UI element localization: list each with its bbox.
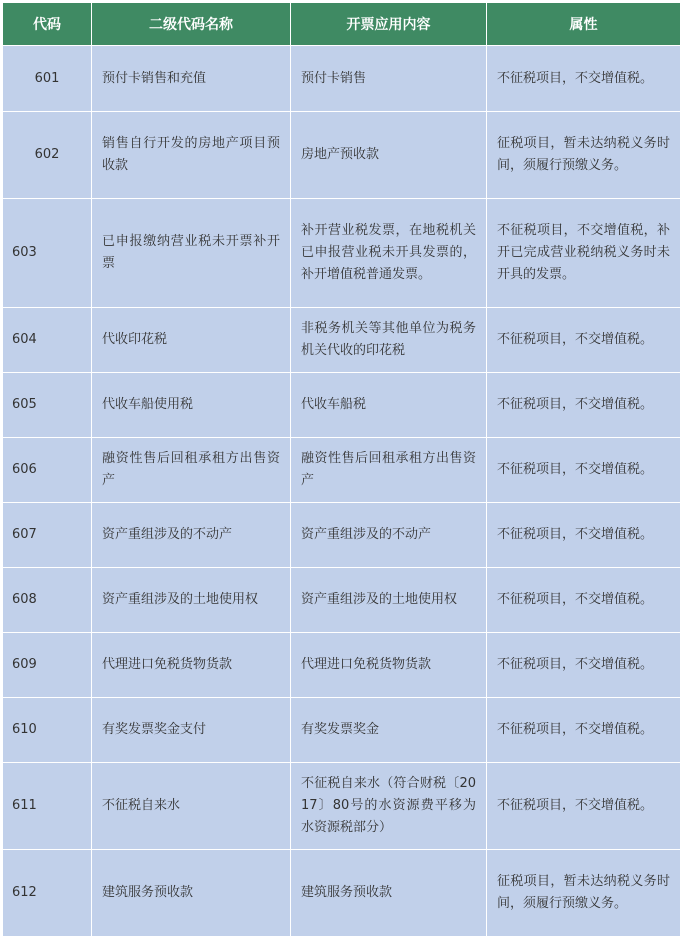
invoice-code-table bbox=[2, 2, 681, 937]
cell-name: 预付卡销售和充值 bbox=[92, 46, 291, 112]
cell-name: 建筑服务预收款 bbox=[92, 850, 291, 937]
cell-code: 601 bbox=[3, 46, 92, 112]
cell-code: 608 bbox=[3, 568, 92, 633]
cell-name: 资产重组涉及的土地使用权 bbox=[92, 568, 291, 633]
cell-attr: 不征税项目，不交增值税，补开已完成营业税纳税义务时未开具的发票。 bbox=[487, 199, 681, 308]
cell-code: 610 bbox=[3, 698, 92, 763]
cell-content: 融资性售后回租承租方出售资产 bbox=[291, 438, 487, 503]
cell-attr: 征税项目，暂未达纳税义务时间，须履行预缴义务。 bbox=[487, 850, 681, 937]
cell-name: 融资性售后回租承租方出售资产 bbox=[92, 438, 291, 503]
table-row bbox=[3, 568, 681, 633]
table-header-row bbox=[3, 3, 681, 46]
cell-content: 非税务机关等其他单位为税务机关代收的印花税 bbox=[291, 308, 487, 373]
cell-content: 不征税自来水（符合财税〔2017〕80号的水资源费平移为水资源税部分） bbox=[291, 763, 487, 850]
header-content: 开票应用内容 bbox=[291, 3, 487, 46]
cell-attr: 不征税项目，不交增值税。 bbox=[487, 503, 681, 568]
cell-code: 607 bbox=[3, 503, 92, 568]
cell-code: 604 bbox=[3, 308, 92, 373]
cell-attr: 不征税项目，不交增值税。 bbox=[487, 633, 681, 698]
cell-code: 603 bbox=[3, 199, 92, 308]
table-row bbox=[3, 46, 681, 112]
header-code: 代码 bbox=[3, 3, 92, 46]
cell-attr: 不征税项目，不交增值税。 bbox=[487, 308, 681, 373]
cell-name: 代理进口免税货物货款 bbox=[92, 633, 291, 698]
cell-name: 代收印花税 bbox=[92, 308, 291, 373]
cell-code: 605 bbox=[3, 373, 92, 438]
cell-name: 不征税自来水 bbox=[92, 763, 291, 850]
table-row bbox=[3, 698, 681, 763]
table-row bbox=[3, 850, 681, 937]
table-row bbox=[3, 633, 681, 698]
cell-content: 房地产预收款 bbox=[291, 112, 487, 199]
header-attr: 属性 bbox=[487, 3, 681, 46]
cell-attr: 不征税项目，不交增值税。 bbox=[487, 46, 681, 112]
cell-content: 资产重组涉及的不动产 bbox=[291, 503, 487, 568]
cell-name: 代收车船使用税 bbox=[92, 373, 291, 438]
table-row bbox=[3, 373, 681, 438]
cell-content: 代理进口免税货物货款 bbox=[291, 633, 487, 698]
table-row bbox=[3, 112, 681, 199]
table-row bbox=[3, 199, 681, 308]
cell-code: 612 bbox=[3, 850, 92, 937]
cell-name: 资产重组涉及的不动产 bbox=[92, 503, 291, 568]
cell-code: 609 bbox=[3, 633, 92, 698]
cell-name: 已申报缴纳营业税未开票补开票 bbox=[92, 199, 291, 308]
cell-code: 611 bbox=[3, 763, 92, 850]
cell-content: 建筑服务预收款 bbox=[291, 850, 487, 937]
cell-attr: 不征税项目，不交增值税。 bbox=[487, 373, 681, 438]
table-row bbox=[3, 438, 681, 503]
cell-attr: 征税项目，暂未达纳税义务时间，须履行预缴义务。 bbox=[487, 112, 681, 199]
cell-code: 602 bbox=[3, 112, 92, 199]
cell-name: 有奖发票奖金支付 bbox=[92, 698, 291, 763]
header-name: 二级代码名称 bbox=[92, 3, 291, 46]
cell-code: 606 bbox=[3, 438, 92, 503]
cell-name: 销售自行开发的房地产项目预收款 bbox=[92, 112, 291, 199]
cell-content: 代收车船税 bbox=[291, 373, 487, 438]
cell-content: 有奖发票奖金 bbox=[291, 698, 487, 763]
cell-content: 补开营业税发票，在地税机关已申报营业税未开具发票的，补开增值税普通发票。 bbox=[291, 199, 487, 308]
cell-attr: 不征税项目，不交增值税。 bbox=[487, 438, 681, 503]
cell-content: 资产重组涉及的土地使用权 bbox=[291, 568, 487, 633]
table-row bbox=[3, 503, 681, 568]
cell-content: 预付卡销售 bbox=[291, 46, 487, 112]
table-row bbox=[3, 763, 681, 850]
cell-attr: 不征税项目，不交增值税。 bbox=[487, 568, 681, 633]
cell-attr: 不征税项目，不交增值税。 bbox=[487, 698, 681, 763]
table-row bbox=[3, 308, 681, 373]
cell-attr: 不征税项目，不交增值税。 bbox=[487, 763, 681, 850]
